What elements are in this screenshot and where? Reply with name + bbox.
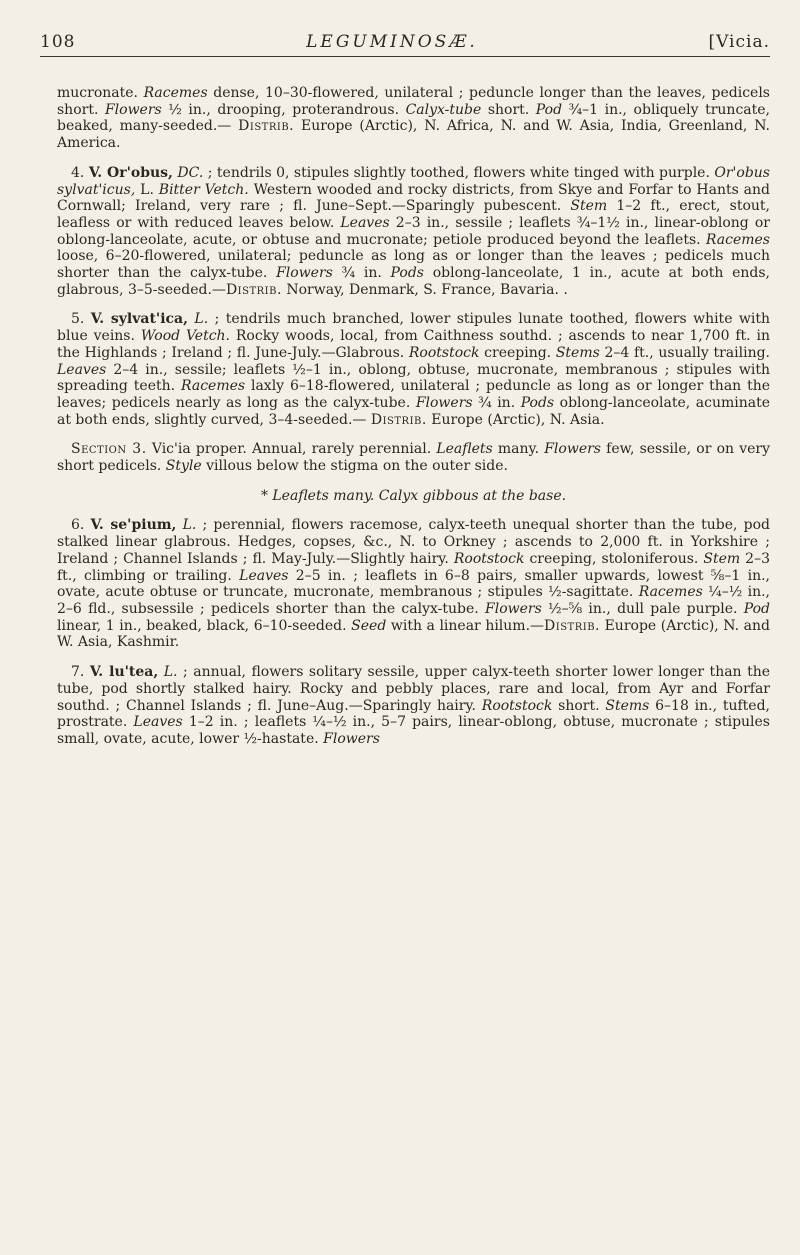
species-vicia-sepium: 6. V. se'pium, L. ; perennial, flowers racemose, calyx-teeth unequal shorter than the tube, pod stalked linear glabrous. Hedges, copses, &c., N. to Orkney ; ascends to 2,000 ft. in Yorkshire ; Ireland ; Channel Islands ; fl. May-July.—Slightly hairy. Rootstock creeping, stoloniferous. Stem 2–3 ft., climbing or trailing. Leaves 2–5 in. ; leaflets in 6–8 pairs, smaller upwards, lowest ⅝–1 in., ovate, acute obtuse or truncate, mucronate, membranous ; stipules ½-sagittate. Racemes ¼–½ in., 2–6 fld., subsessile ; pedicels shorter than the calyx-tube. Flowers ½–⅝ in., dull pale purple. Pod linear, 1 in., beaked, black, 6–10-seeded. Seed with a linear hilum.—Distrib. Europe (Arctic), N. and W. Asia, Kashmir. [57, 517, 771, 651]
section-3-heading: Section 3. Vic'ia proper. Annual, rarely perennial. Leaflets many. Flowers few, sessile, or on very short pedicels. Style villous below the stigma on the outer side. [57, 441, 770, 475]
subsection-note: * Leaflets many. Calyx gibbous at the base. [260, 487, 567, 504]
running-title: LEGUMINOSÆ. [306, 32, 478, 52]
species-vicia-sylvatica: 5. V. sylvat'ica, L. ; tendrils much branched, lower stipules lunate toothed, flowers white with blue veins. Wood Vetch. Rocky woods, local, from Caithness southd. ; ascends to near 1,700 ft. in the Highlands ; Ireland ; fl. June-July.—Glabrous. Rootstock creeping. Stems 2–4 ft., usually trailing. Leaves 2–4 in., sessile; leaflets ½–1 in., oblong, obtuse, mucronate, membranous ; stipules with spreading teeth. Racemes laxly 6–18-flowered, unilateral ; peduncle as long as or longer than the leaves; pedicels nearly as long as the calyx-tube. Flowers ¾ in. Pods oblong-lanceolate, acuminate at both ends, slightly curved, 3–4-seeded.— Distrib. Europe (Arctic), N. Asia. [57, 311, 771, 428]
page-header [40, 12, 770, 57]
species-vicia-lutea: 7. V. lu'tea, L. ; annual, flowers solitary sessile, upper calyx-teeth shorter lower longer than the tube, pod shortly stalked hairy. Rocky and pebbly places, rare and local, from Ayr and Forfar southd. ; Channel Islands ; fl. June–Aug.—Sparingly hairy. Rootstock short. Stems 6–18 in., tufted, prostrate. Leaves 1–2 in. ; leaflets ¼–½ in., 5–7 pairs, linear-oblong, obtuse, mucronate ; stipules small, ovate, acute, lower ½-hastate. Flowers [57, 664, 771, 747]
page-body [57, 85, 770, 761]
page-number: 108 [40, 32, 76, 52]
section-marker: [Vicia. [708, 32, 770, 52]
intro-paragraph: mucronate. Racemes dense, 10–30-flowered, unilateral ; peduncle longer than the leaves, pedicels short. Flowers ½ in., drooping, proterandrous. Calyx-tube short. Pod ¾–1 in., obliquely truncate, beaked, many-seeded.— Distrib. Europe (Arctic), N. Africa, N. and W. Asia, India, Greenland, N. America. [57, 85, 770, 152]
species-vicia-orobus: 4. V. Or'obus, DC. ; tendrils 0, stipules slightly toothed, flowers white tinged with purple. Or'obus sylvat'icus, L. Bitter Vetch. Western wooded and rocky districts, from Skye and Forfar to Hants and Cornwall; Ireland, very rare ; fl. June–Sept.—Sparingly pubescent. Stem 1–2 ft., erect, stout, leafless or with reduced leaves below. Leaves 2–3 in., sessile ; leaflets ¾–1½ in., linear-oblong or oblong-lanceolate, acute, or obtuse and mucronate; petiole produced beyond the leaflets. Racemes loose, 6–20-flowered, unilateral; peduncle as long as or longer than the leaves ; pedicels much shorter than the calyx-tube. Flowers ¾ in. Pods oblong-lanceolate, 1 in., acute at both ends, glabrous, 3–5-seeded.—Distrib. Norway, Denmark, S. France, Bavaria. . [57, 164, 770, 298]
